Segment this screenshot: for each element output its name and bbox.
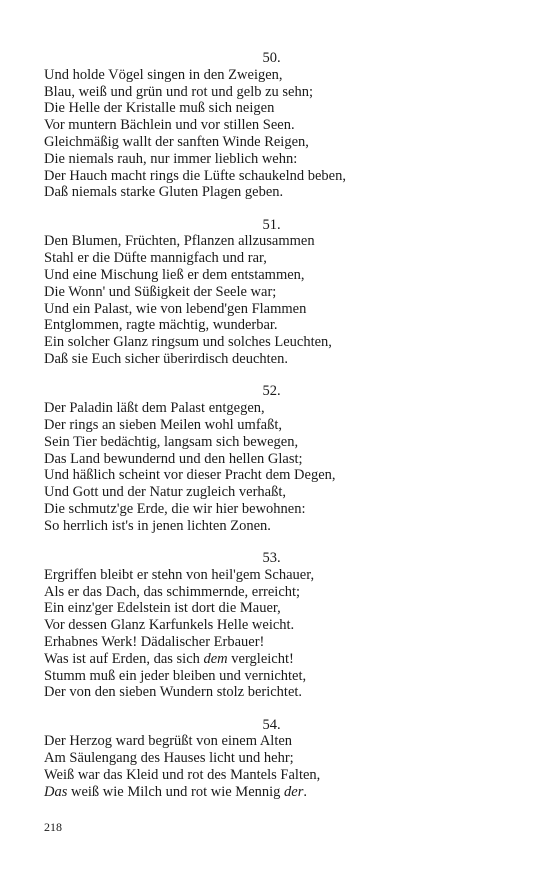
verse-line [44, 467, 464, 484]
verse-text: Ergriffen bleibt er stehn von heil'gem Schauer, [44, 566, 315, 583]
verse-line [44, 501, 464, 518]
verse-line [44, 184, 464, 201]
verse-text: Und eine Mischung ließ er dem entstammen, [44, 267, 305, 284]
verse-line [44, 284, 464, 301]
verse-line [44, 117, 464, 134]
poem-page [44, 50, 464, 816]
verse-text: Und holde Vögel singen in den Zweigen, [44, 66, 283, 83]
verse-line [44, 351, 464, 368]
verse-line [44, 84, 464, 101]
verse-line [44, 317, 464, 334]
verse-line [44, 668, 464, 685]
stanza-number: 54. [262, 716, 281, 733]
verse-line [44, 651, 464, 668]
stanza [44, 50, 464, 201]
verse-line [44, 784, 464, 801]
verse-line [44, 417, 464, 434]
verse-text: Stumm muß ein jeder bleiben und vernichtet, [44, 667, 307, 684]
verse-line [44, 151, 464, 168]
stanza [44, 383, 464, 534]
verse-text: Der von den sieben Wundern stolz berichtet. [44, 684, 303, 701]
verse-line [44, 451, 464, 468]
verse-text: Daß sie Euch sicher überirdisch deuchten. [44, 351, 288, 368]
verse-line [44, 334, 464, 351]
verse-text: Gleichmäßig wallt der sanften Winde Reigen, [44, 133, 309, 150]
verse-text: Vor dessen Glanz Karfunkels Helle weicht. [44, 617, 295, 634]
stanza-number: 52. [262, 383, 281, 400]
stanza-number: 53. [262, 550, 281, 567]
verse-line [44, 567, 464, 584]
verse-text: Die Helle der Kristalle muß sich neigen [44, 100, 275, 117]
verse-text: . [303, 783, 308, 800]
verse-text: Der Hauch macht rings die Lüfte schaukelnd beben, [44, 167, 346, 184]
verse-text: Die schmutz'ge Erde, die wir hier bewohnen: [44, 500, 306, 517]
verse-text: vergleicht! [227, 650, 294, 667]
verse-text: Daß niemals starke Gluten Plagen geben. [44, 184, 284, 201]
verse-line [44, 484, 464, 501]
verse-text: Sein Tier bedächtig, langsam sich bewegen, [44, 433, 299, 450]
verse-line [44, 617, 464, 634]
verse-text: Als er das Dach, das schimmernde, erreicht; [44, 583, 301, 600]
stanza-number: 50. [262, 50, 281, 66]
verse-line [44, 634, 464, 651]
verse-text: Was ist auf Erden, das sich [44, 650, 204, 667]
stanza-number: 51. [262, 216, 281, 233]
stanza [44, 717, 464, 801]
stanza [44, 550, 464, 701]
verse-line [44, 134, 464, 151]
verse-text: Der rings an sieben Meilen wohl umfaßt, [44, 416, 282, 433]
verse-line [44, 100, 464, 117]
emphasized-text: dem [203, 650, 228, 667]
verse-text: Der Paladin läßt dem Palast entgegen, [44, 400, 265, 417]
verse-line [44, 267, 464, 284]
emphasized-text: Das [44, 783, 68, 800]
verse-line [44, 250, 464, 267]
verse-text: Und Gott und der Natur zugleich verhaßt, [44, 484, 286, 501]
verse-text: Der Herzog ward begrüßt von einem Alten [44, 733, 293, 750]
page-number: 218 [44, 820, 62, 834]
verse-text: Blau, weiß und grün und rot und gelb zu sehn; [44, 83, 314, 100]
verse-line [44, 434, 464, 451]
verse-text: So herrlich ist's in jenen lichten Zonen. [44, 517, 271, 534]
verse-text: Die niemals rauh, nur immer lieblich wehn: [44, 150, 298, 167]
verse-line [44, 67, 464, 84]
verse-text: Am Säulengang des Hauses licht und hehr; [44, 750, 294, 767]
emphasized-text: der [284, 783, 304, 800]
verse-text: Stahl er die Düfte mannigfach und rar, [44, 250, 267, 267]
verse-text: Ein solcher Glanz ringsum und solches Leuchten, [44, 334, 332, 351]
stanza [44, 217, 464, 368]
verse-line [44, 518, 464, 535]
verse-line [44, 767, 464, 784]
verse-line [44, 733, 464, 750]
verse-text: Das Land bewundernd und den hellen Glast; [44, 450, 303, 467]
verse-text: Ein einz'ger Edelstein ist dort die Mauer, [44, 600, 281, 617]
verse-line [44, 584, 464, 601]
verse-line [44, 600, 464, 617]
verse-text: Und häßlich scheint vor dieser Pracht dem Degen, [44, 467, 336, 484]
verse-line [44, 301, 464, 318]
verse-text: Weiß war das Kleid und rot des Mantels Falten, [44, 767, 321, 784]
verse-text: weiß wie Milch und rot wie Mennig [67, 783, 285, 800]
verse-text: Vor muntern Bächlein und vor stillen Seen. [44, 117, 295, 134]
verse-text: Die Wonn' und Süßigkeit der Seele war; [44, 283, 277, 300]
verse-line [44, 750, 464, 767]
verse-line [44, 684, 464, 701]
verse-text: Den Blumen, Früchten, Pflanzen allzusammen [44, 233, 315, 250]
verse-text: Entglommen, ragte mächtig, wunderbar. [44, 317, 278, 334]
verse-text: Und ein Palast, wie von lebend'gen Flammen [44, 300, 307, 317]
verse-line [44, 233, 464, 250]
verse-line [44, 400, 464, 417]
verse-text: Erhabnes Werk! Dädalischer Erbauer! [44, 634, 265, 650]
verse-line [44, 168, 464, 185]
